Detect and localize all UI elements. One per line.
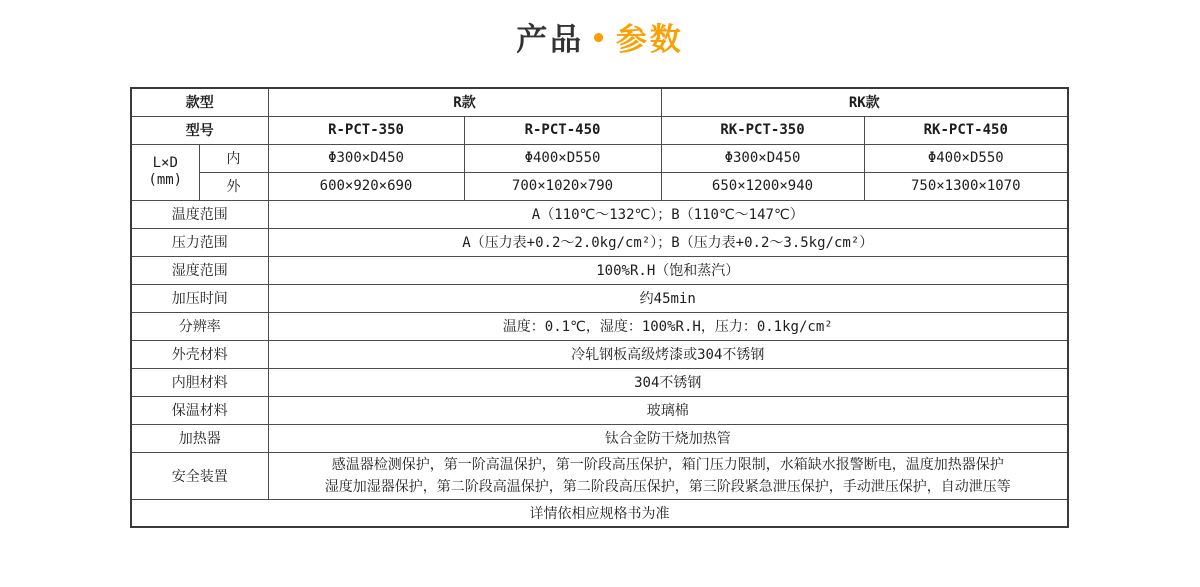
model-rk-pct-350: RK-PCT-350 [661,116,864,144]
spec-label: 加压时间 [131,284,268,312]
spec-label: 外壳材料 [131,340,268,368]
table-row-temperature-range [131,200,1068,228]
series-rk: RK款 [661,88,1068,116]
spec-value: 钛合金防干烧加热管 [268,424,1068,452]
inner-dim-value: Φ300×D450 [268,144,464,172]
outer-dim-value: 750×1300×1070 [864,172,1068,200]
safety-value [268,452,1068,499]
title-bullet-icon: • [590,24,610,54]
safety-label: 安全装置 [131,452,268,499]
table-row-series [131,88,1068,116]
model-header-label: 型号 [131,116,268,144]
inner-dim-value: Φ300×D450 [661,144,864,172]
footer-note: 详情依相应规格书为准 [131,499,1068,527]
table-row-footer [131,499,1068,527]
spec-table [130,87,1069,528]
outer-dim-value: 700×1020×790 [464,172,661,200]
safety-line2: 湿度加湿器保护，第二阶段高温保护，第二阶段高压保护，第三阶段紧急泄压保护，手动泄压保护，自动泄压等 [324,478,1011,495]
model-rk-pct-450: RK-PCT-450 [864,116,1068,144]
spec-value: 温度：0.1℃，湿度：100%R.H，压力：0.1kg/cm² [268,312,1068,340]
table-row-dimensions-inner [131,144,1068,172]
table-row-safety-devices [131,452,1068,499]
spec-value: 100%R.H（饱和蒸汽） [268,256,1068,284]
series-r: R款 [268,88,661,116]
spec-value: 约45min [268,284,1068,312]
table-row-liner-material [131,368,1068,396]
series-header-label: 款型 [131,88,268,116]
outer-dim-value: 600×920×690 [268,172,464,200]
outer-dim-value: 650×1200×940 [661,172,864,200]
spec-label: 温度范围 [131,200,268,228]
spec-label: 保温材料 [131,396,268,424]
model-r-pct-350: R-PCT-350 [268,116,464,144]
spec-value: A（110℃～132℃）；B（110℃～147℃） [268,200,1068,228]
table-row-insulation-material [131,396,1068,424]
table-row-pressurize-time [131,284,1068,312]
spec-value: 304不锈钢 [268,368,1068,396]
table-row-pressure-range [131,228,1068,256]
spec-value: 玻璃棉 [268,396,1068,424]
spec-label: 湿度范围 [131,256,268,284]
page-title-orange: 参数 [615,22,684,58]
spec-label: 分辨率 [131,312,268,340]
inner-dim-value: Φ400×D550 [464,144,661,172]
table-row-dimensions-outer [131,172,1068,200]
inner-dim-label: 内 [199,144,268,172]
spec-label: 压力范围 [131,228,268,256]
page-title [0,14,1200,59]
dimensions-label [131,144,199,200]
table-row-shell-material [131,340,1068,368]
spec-label: 加热器 [131,424,268,452]
spec-value: 冷轧钢板高级烤漆或304不锈钢 [268,340,1068,368]
dimensions-label-line2: (mm) [148,172,183,188]
model-r-pct-450: R-PCT-450 [464,116,661,144]
table-row-heater [131,424,1068,452]
table-row-humidity-range [131,256,1068,284]
table-row-resolution [131,312,1068,340]
inner-dim-value: Φ400×D550 [864,144,1068,172]
outer-dim-label: 外 [199,172,268,200]
safety-line1: 感温器检测保护，第一阶高温保护，第一阶段高压保护，箱门压力限制，水箱缺水报警断电，温度加热器保护 [331,456,1004,473]
spec-label: 内胆材料 [131,368,268,396]
spec-value: A（压力表+0.2～2.0kg/cm²）；B（压力表+0.2～3.5kg/cm²） [268,228,1068,256]
dimensions-label-line1: L×D [152,155,178,171]
table-row-models [131,116,1068,144]
page-title-black: 产品 [516,22,585,58]
